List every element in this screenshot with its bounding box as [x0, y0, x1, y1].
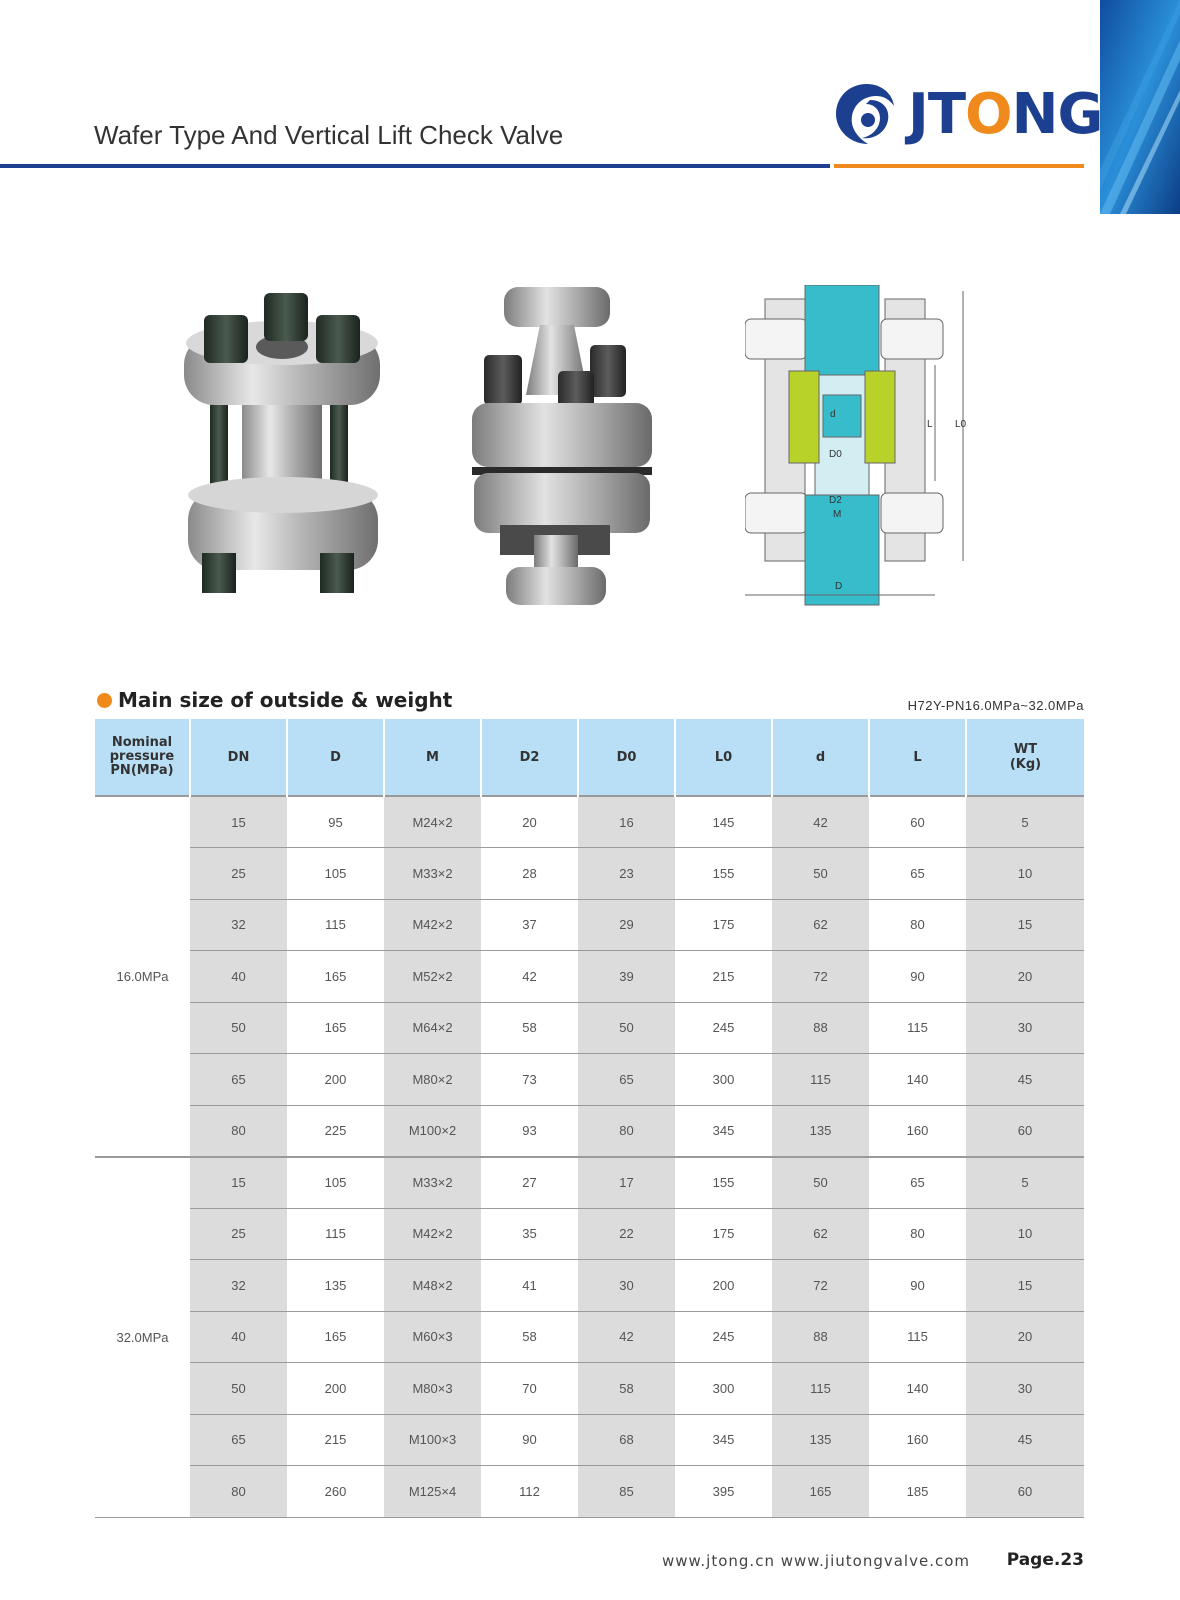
table-cell: 73 — [481, 1054, 578, 1106]
table-cell: 200 — [287, 1363, 384, 1415]
table-cell: 80 — [869, 899, 966, 951]
table-row — [95, 1157, 1084, 1209]
table-cell: 80 — [190, 1466, 287, 1518]
table-cell: 20 — [481, 796, 578, 848]
table-cell: 160 — [869, 1105, 966, 1157]
table-cell: 42 — [481, 951, 578, 1003]
diagram-label-dd: D — [835, 581, 843, 592]
table-row — [95, 796, 1084, 848]
table-cell: 29 — [578, 899, 675, 951]
table-cell: 50 — [190, 1363, 287, 1415]
table-cell: 115 — [287, 1208, 384, 1260]
corner-decoration — [1100, 0, 1180, 214]
table-cell: 225 — [287, 1105, 384, 1157]
table-cell: M33×2 — [384, 848, 481, 900]
table-row — [95, 848, 1084, 900]
table-cell: 345 — [675, 1105, 772, 1157]
table-cell: 22 — [578, 1208, 675, 1260]
table-cell: 60 — [966, 1466, 1084, 1518]
table-cell: 35 — [481, 1208, 578, 1260]
table-cell: M60×3 — [384, 1311, 481, 1363]
header-rule-accent — [834, 164, 1084, 168]
table-cell: 300 — [675, 1054, 772, 1106]
table-cell: 395 — [675, 1466, 772, 1518]
header-wt: WT (Kg) — [966, 719, 1084, 796]
page-number: Page.23 — [1006, 1550, 1084, 1570]
table-cell: 58 — [481, 1002, 578, 1054]
section-bullet-icon — [97, 693, 112, 708]
table-row — [95, 1363, 1084, 1415]
header-d2: D2 — [481, 719, 578, 796]
header-rule — [0, 164, 830, 168]
table-cell: M33×2 — [384, 1157, 481, 1209]
table-cell: M52×2 — [384, 951, 481, 1003]
table-row — [95, 1208, 1084, 1260]
table-cell: 30 — [578, 1260, 675, 1312]
table-cell: M24×2 — [384, 796, 481, 848]
table-cell: 300 — [675, 1363, 772, 1415]
table-cell: 200 — [287, 1054, 384, 1106]
pressure-group-cell: 16.0MPa — [95, 796, 190, 1157]
table-cell: M100×3 — [384, 1414, 481, 1466]
table-cell: 42 — [772, 796, 869, 848]
table-cell: 88 — [772, 1002, 869, 1054]
table-cell: 15 — [966, 1260, 1084, 1312]
table-cell: 50 — [578, 1002, 675, 1054]
table-cell: 90 — [869, 951, 966, 1003]
table-cell: 45 — [966, 1054, 1084, 1106]
table-cell: M80×3 — [384, 1363, 481, 1415]
table-cell: 115 — [869, 1002, 966, 1054]
table-cell: 17 — [578, 1157, 675, 1209]
table-cell: 112 — [481, 1466, 578, 1518]
table-cell: 32 — [190, 899, 287, 951]
table-cell: 37 — [481, 899, 578, 951]
table-cell: 65 — [578, 1054, 675, 1106]
table-cell: 165 — [287, 1311, 384, 1363]
table-cell: 50 — [772, 1157, 869, 1209]
table-cell: 72 — [772, 1260, 869, 1312]
table-cell: 15 — [966, 899, 1084, 951]
table-cell: 160 — [869, 1414, 966, 1466]
table-cell: M100×2 — [384, 1105, 481, 1157]
header-l: L — [869, 719, 966, 796]
table-cell: M64×2 — [384, 1002, 481, 1054]
table-row — [95, 1466, 1084, 1518]
table-cell: 105 — [287, 848, 384, 900]
table-cell: 15 — [190, 796, 287, 848]
table-cell: 65 — [869, 1157, 966, 1209]
dimension-table — [95, 719, 1084, 1518]
table-cell: 5 — [966, 796, 1084, 848]
table-cell: 70 — [481, 1363, 578, 1415]
table-cell: 215 — [287, 1414, 384, 1466]
table-cell: 155 — [675, 848, 772, 900]
table-cell: 140 — [869, 1054, 966, 1106]
table-cell: M125×4 — [384, 1466, 481, 1518]
table-cell: 200 — [675, 1260, 772, 1312]
table-cell: 260 — [287, 1466, 384, 1518]
table-cell: 30 — [966, 1363, 1084, 1415]
table-cell: 95 — [287, 796, 384, 848]
table-cell: 58 — [578, 1363, 675, 1415]
table-cell: 185 — [869, 1466, 966, 1518]
table-header-row — [95, 719, 1084, 796]
table-cell: 135 — [287, 1260, 384, 1312]
logo-mark-icon — [830, 78, 904, 152]
table-cell: 16 — [578, 796, 675, 848]
header-d: D — [287, 719, 384, 796]
table-cell: 155 — [675, 1157, 772, 1209]
table-cell: 115 — [772, 1363, 869, 1415]
table-cell: 41 — [481, 1260, 578, 1312]
table-cell: 88 — [772, 1311, 869, 1363]
header-dn: DN — [190, 719, 287, 796]
table-cell: 60 — [966, 1105, 1084, 1157]
table-cell: 165 — [287, 951, 384, 1003]
table-cell: 72 — [772, 951, 869, 1003]
header-l0: L0 — [675, 719, 772, 796]
table-cell: 20 — [966, 1311, 1084, 1363]
table-cell: 10 — [966, 1208, 1084, 1260]
table-cell: 32 — [190, 1260, 287, 1312]
header-small-d: d — [772, 719, 869, 796]
table-cell: 245 — [675, 1002, 772, 1054]
diagram-label-m: M — [833, 509, 842, 520]
diagram-label-d2: D2 — [829, 495, 842, 506]
table-cell: M80×2 — [384, 1054, 481, 1106]
table-cell: 39 — [578, 951, 675, 1003]
table-row — [95, 899, 1084, 951]
footer-urls: www.jtong.cn www.jiutongvalve.com — [661, 1552, 970, 1570]
table-row — [95, 1105, 1084, 1157]
table-cell: 115 — [287, 899, 384, 951]
table-cell: 80 — [869, 1208, 966, 1260]
table-cell: 105 — [287, 1157, 384, 1209]
table-cell: 85 — [578, 1466, 675, 1518]
logo-wordmark: JTONG — [908, 82, 1103, 147]
table-cell: 23 — [578, 848, 675, 900]
table-cell: 345 — [675, 1414, 772, 1466]
table-row — [95, 1414, 1084, 1466]
header-nominal-pressure: Nominal pressure PN(MPa) — [95, 719, 190, 796]
table-cell: 28 — [481, 848, 578, 900]
table-cell: 25 — [190, 1208, 287, 1260]
table-cell: 20 — [966, 951, 1084, 1003]
table-cell: 50 — [772, 848, 869, 900]
table-cell: 93 — [481, 1105, 578, 1157]
table-cell: 30 — [966, 1002, 1084, 1054]
table-cell: 15 — [190, 1157, 287, 1209]
table-cell: 175 — [675, 1208, 772, 1260]
table-row — [95, 1054, 1084, 1106]
model-code: H72Y-PN16.0MPa~32.0MPa — [907, 698, 1084, 713]
diagram-label-l: L — [927, 419, 933, 430]
table-row — [95, 1002, 1084, 1054]
table-cell: 90 — [869, 1260, 966, 1312]
valve-cross-section-diagram — [745, 285, 990, 615]
section-title: Main size of outside & weight — [118, 688, 453, 712]
table-row — [95, 951, 1084, 1003]
table-cell: M42×2 — [384, 899, 481, 951]
diagram-label-d0: D0 — [829, 449, 842, 460]
diagram-label-l0: L0 — [955, 419, 967, 430]
table-cell: 135 — [772, 1414, 869, 1466]
table-row — [95, 1311, 1084, 1363]
table-cell: 27 — [481, 1157, 578, 1209]
table-cell: 40 — [190, 951, 287, 1003]
header-m: M — [384, 719, 481, 796]
table-cell: 245 — [675, 1311, 772, 1363]
table-cell: 215 — [675, 951, 772, 1003]
table-cell: 5 — [966, 1157, 1084, 1209]
table-cell: 40 — [190, 1311, 287, 1363]
table-cell: 10 — [966, 848, 1084, 900]
table-cell: 65 — [190, 1054, 287, 1106]
diagram-label-d: d — [830, 409, 836, 420]
table-cell: 25 — [190, 848, 287, 900]
header-d0: D0 — [578, 719, 675, 796]
table-cell: 68 — [578, 1414, 675, 1466]
wafer-valve-photo — [180, 285, 390, 605]
table-cell: 165 — [772, 1466, 869, 1518]
table-cell: M48×2 — [384, 1260, 481, 1312]
table-cell: 115 — [869, 1311, 966, 1363]
table-cell: 165 — [287, 1002, 384, 1054]
table-cell: 80 — [190, 1105, 287, 1157]
vertical-lift-valve-photo — [470, 285, 670, 610]
table-cell: 60 — [869, 796, 966, 848]
table-cell: 58 — [481, 1311, 578, 1363]
page-title: Wafer Type And Vertical Lift Check Valve — [94, 120, 564, 150]
table-row — [95, 1260, 1084, 1312]
table-cell: 62 — [772, 899, 869, 951]
table-cell: 135 — [772, 1105, 869, 1157]
table-cell: 175 — [675, 899, 772, 951]
table-cell: 80 — [578, 1105, 675, 1157]
table-cell: 62 — [772, 1208, 869, 1260]
table-cell: 115 — [772, 1054, 869, 1106]
table-cell: 42 — [578, 1311, 675, 1363]
table-cell: 145 — [675, 796, 772, 848]
jtong-logo — [830, 78, 1103, 154]
table-cell: 65 — [190, 1414, 287, 1466]
table-cell: 90 — [481, 1414, 578, 1466]
table-cell: 45 — [966, 1414, 1084, 1466]
table-cell: M42×2 — [384, 1208, 481, 1260]
pressure-group-cell: 32.0MPa — [95, 1157, 190, 1518]
table-cell: 65 — [869, 848, 966, 900]
table-cell: 50 — [190, 1002, 287, 1054]
table-cell: 140 — [869, 1363, 966, 1415]
